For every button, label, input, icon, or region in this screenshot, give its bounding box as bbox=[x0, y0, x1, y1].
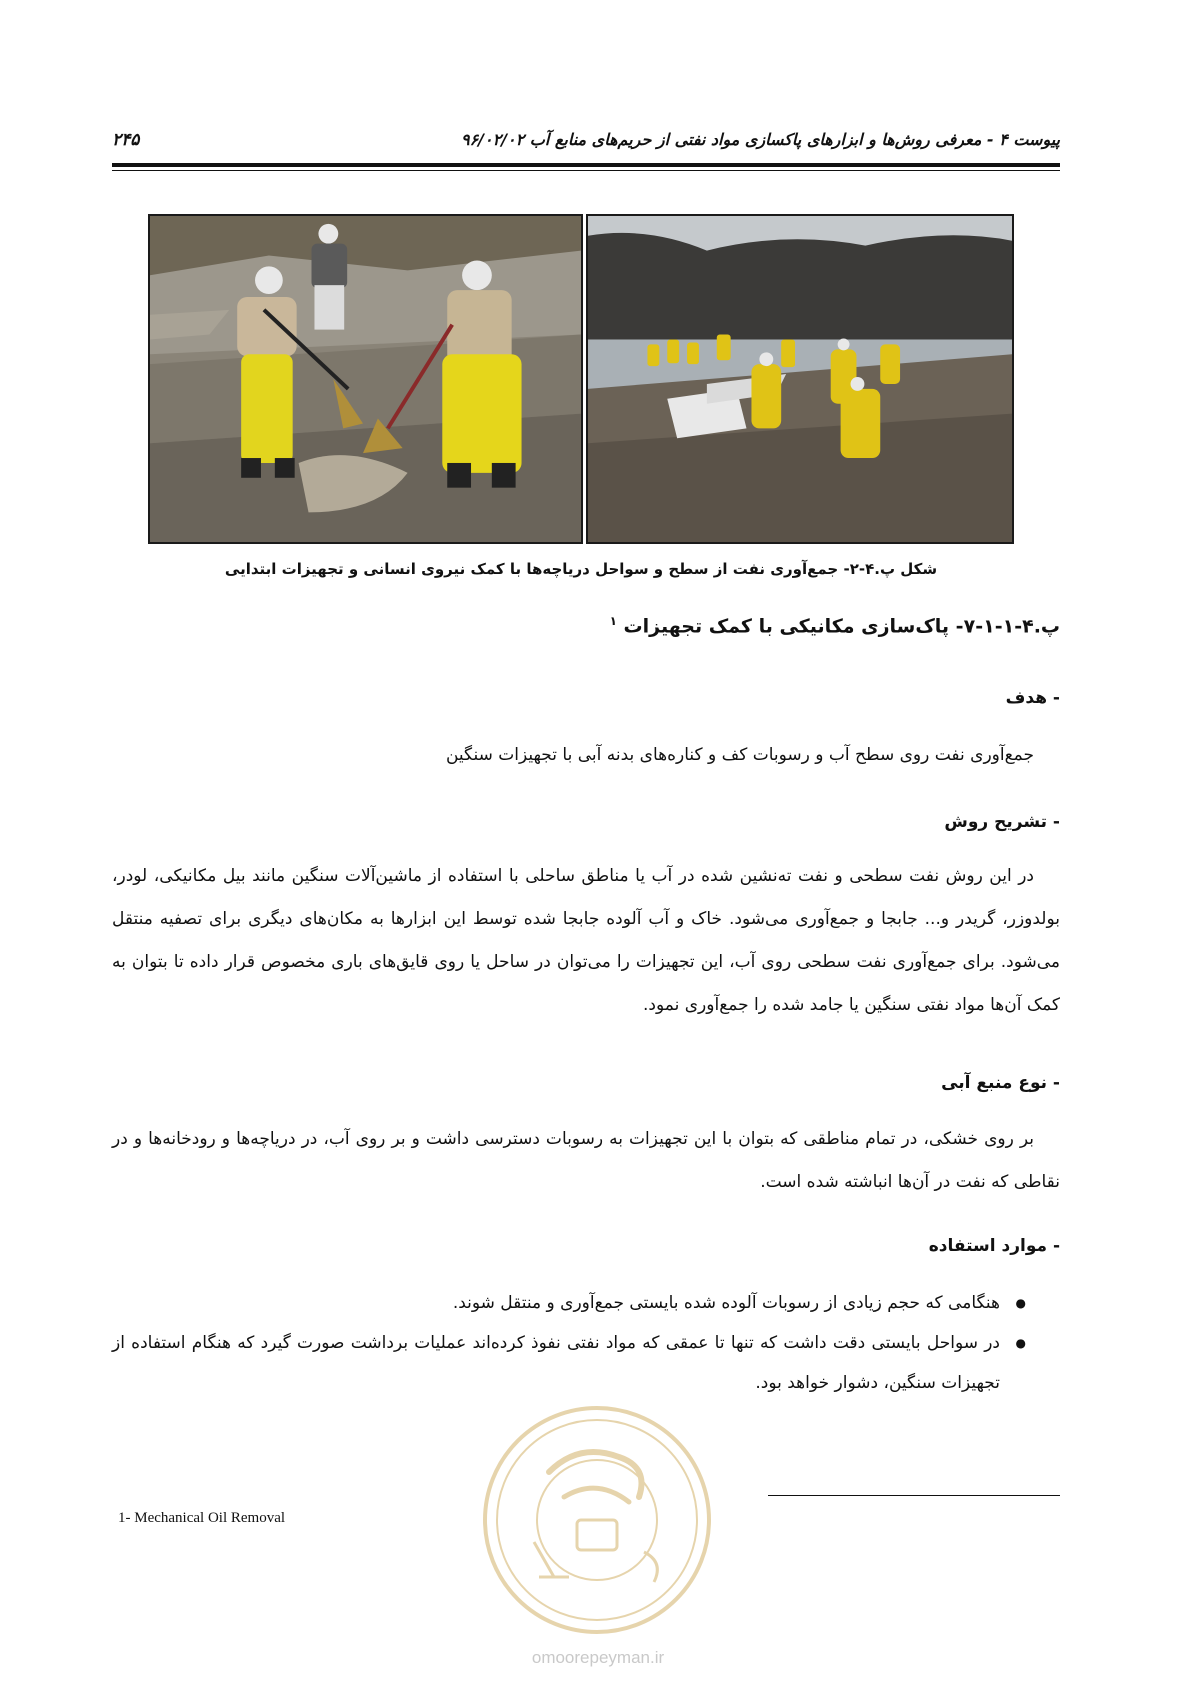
watermark-site: omoorepeyman.ir bbox=[531, 1648, 665, 1667]
photo-workers-lake-shore-image bbox=[588, 216, 1012, 542]
goal-paragraph bbox=[112, 734, 1060, 777]
goal-heading: - هدف bbox=[1005, 688, 1060, 708]
method-text: در این روش نفت سطحی و نفت ته‌نشین شده در آب یا مناطق ساحلی با استفاده از ماشین‌آلات سنگین مانند بیل مکانیکی، لودر، بولدوزر، گریدر و... جابجا و جمع‌آوری می‌شود. خاک و آب آلوده جابجا شده توسط این ابزارها به مکان‌های دیگری برای تصفیه منتقل می‌شود. برای جمع‌آوری نفت سطحی روی آب، این تجهیزات را می‌توان در ساحل یا روی قایق‌های باری مخصوص قرار داده تا بتوان به کمک آن‌ها مواد نفتی سنگین یا جامد شده را جمع‌آوری نمود. bbox=[112, 866, 1060, 1015]
header-rule-thin bbox=[112, 170, 1060, 171]
method-paragraph bbox=[112, 855, 1060, 1027]
goal-text: جمع‌آوری نفت روی سطح آب و رسوبات کف و کناره‌های بدنه آبی با تجهیزات سنگین bbox=[445, 745, 1034, 765]
header-rule-thick bbox=[112, 163, 1060, 167]
water-type-text: بر روی خشکی، در تمام مناطقی که بتوان با این تجهیزات به رسوبات دسترسی داشت و بر روی آب، در دریاچه‌ها و رودخانه‌ها و در نقاطی که نفت در آن‌ها انباشته شده است. bbox=[112, 1129, 1060, 1192]
footnote-ref: ۱ bbox=[609, 614, 617, 628]
footnote-rule bbox=[768, 1495, 1060, 1496]
water-type-paragraph bbox=[112, 1118, 1060, 1204]
footnote: 1- Mechanical Oil Removal bbox=[118, 1510, 286, 1526]
header-title: پیوست ۴ - معرفی روش‌ها و ابزارهای پاکسازی مواد نفتی از حریم‌های منابع آب ۹۶/۰۲/۰۲ bbox=[460, 130, 1060, 149]
uses-item: ● در سواحل بایستی دقت داشت که تنها تا عمقی که مواد نفتی نفوذ کرده‌اند عملیات برداشت صورت گیرد که هنگام استفاده از تجهیزات سنگین، دشوار خواهد بود. bbox=[112, 1323, 1060, 1403]
figure-photos bbox=[148, 214, 1014, 544]
photo-workers-rocky-shore-image bbox=[150, 216, 581, 542]
water-type-heading: - نوع منبع آبی bbox=[941, 1073, 1060, 1093]
photo-workers-rocky-shore bbox=[148, 214, 583, 544]
method-heading: - تشریح روش bbox=[944, 812, 1060, 832]
section-title bbox=[610, 614, 1060, 637]
page-number: ۲۴۵ bbox=[112, 130, 140, 150]
uses-list bbox=[112, 1283, 1060, 1403]
photo-workers-lake-shore bbox=[586, 214, 1014, 544]
uses-item: ● هنگامی که حجم زیادی از رسوبات آلوده شده بایستی جمع‌آوری و منتقل شوند. bbox=[112, 1283, 1060, 1323]
running-header bbox=[112, 128, 1060, 158]
watermark-seal-icon bbox=[479, 1402, 715, 1638]
figure-caption: شکل پ.۴-۲- جمع‌آوری نفت از سطح و سواحل دریاچه‌ها با کمک نیروی انسانی و تجهیزات ابتدایی bbox=[224, 560, 938, 578]
section-title-text: پ.۴-۱-۱-۷- پاک‌سازی مکانیکی با کمک تجهیزات bbox=[623, 615, 1060, 638]
uses-heading: - موارد استفاده bbox=[928, 1236, 1060, 1256]
